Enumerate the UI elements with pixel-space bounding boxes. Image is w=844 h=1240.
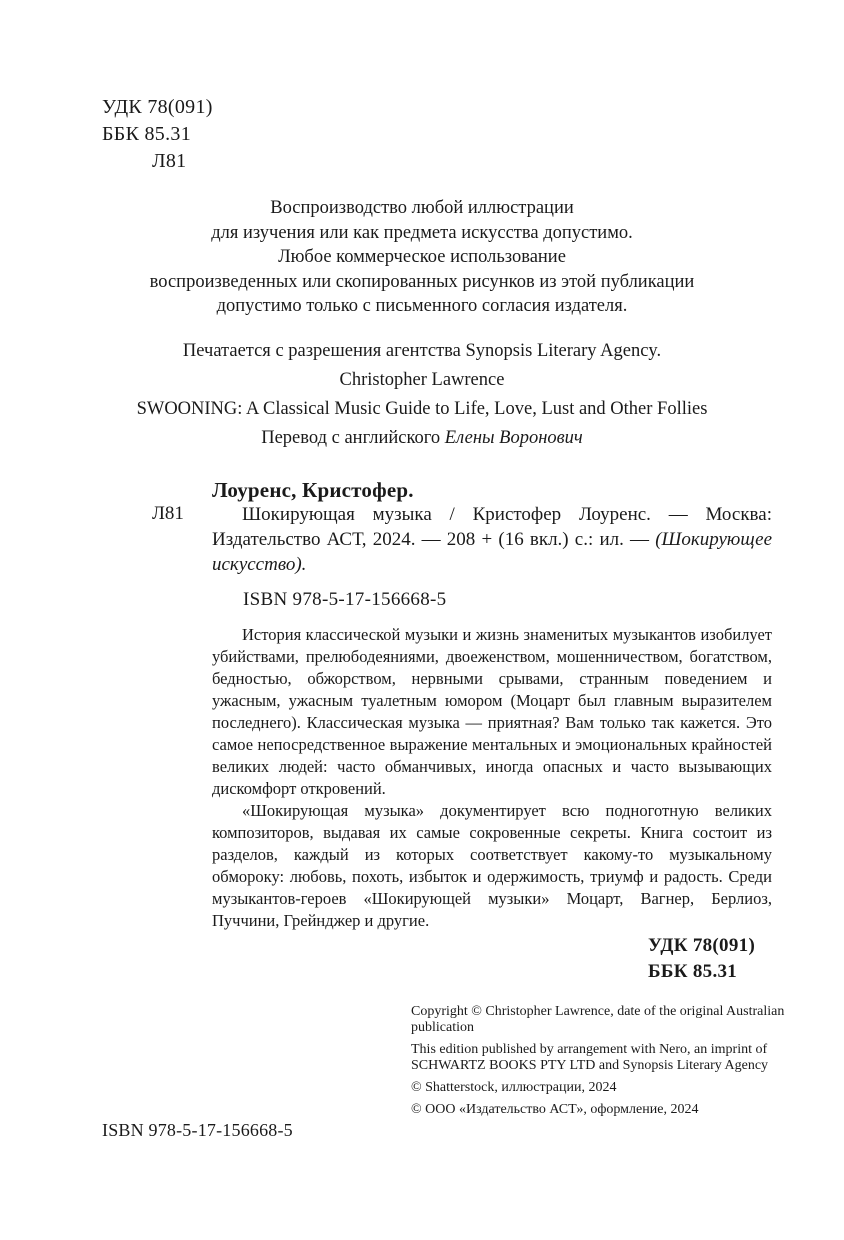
catalog-isbn: ISBN 978-5-17-156668-5 <box>243 589 447 610</box>
bbk-code-bottom: ББК 85.31 <box>648 961 738 982</box>
translation-line <box>60 424 784 453</box>
copyright-edition: This edition published by arrangement with Nero, an imprint of SCHWARTZ BOOKS PTY LTD and Synopsis Literary Agency <box>411 1042 769 1073</box>
classification-block <box>648 933 755 985</box>
udk-code: УДК 78(091) <box>102 96 213 118</box>
reproduction-notice <box>60 196 784 319</box>
notice-line: допустимо только с письменного согласия издателя. <box>216 296 628 316</box>
copyright-illustrations: © Shatterstock, иллюстрации, 2024 <box>411 1080 617 1095</box>
catalog-description <box>212 502 772 577</box>
annotation <box>212 624 772 932</box>
notice-line: для изучения или как предмета искусства допустимо. <box>211 222 633 243</box>
copyright-design: © ООО «Издательство АСТ», оформление, 2024 <box>411 1102 699 1117</box>
copyright-block <box>411 1004 791 1124</box>
notice-line: Воспроизводство любой иллюстрации <box>270 198 574 218</box>
author-english: Christopher Lawrence <box>339 370 505 390</box>
catalog-description-text: Шокирующая музыка / Кристофер Лоуренс. — Москва: Издательство АСТ, 2024. — 208 + (16 вкл.) с.: ил. — <box>212 504 772 550</box>
notice-line: воспроизведенных или скопированных рисунков из этой публикации <box>149 271 695 292</box>
notice-line: Любое коммерческое использование <box>278 247 566 267</box>
catalog-code: Л81 <box>152 503 184 524</box>
header-classification <box>102 94 213 175</box>
translation-prefix: Перевод с английского <box>261 428 441 448</box>
isbn-bottom: ISBN 978-5-17-156668-5 <box>102 1120 293 1140</box>
author-sign: Л81 <box>152 150 187 172</box>
credits-block <box>60 337 784 453</box>
permission-line: Печатается с разрешения агентства Synopsis Literary Agency. <box>182 341 662 361</box>
translator-name: Елены Воронович <box>444 428 583 448</box>
original-title: SWOONING: A Classical Music Guide to Life, Love, Lust and Other Follies <box>136 399 708 419</box>
annotation-paragraph: «Шокирующая музыка» документирует всю подноготную великих композиторов, выдавая их самые сокровенные секреты. Книга состоит из разделов, каждый из которых соответствует какому-то музыкальному обмороку: любовь, похоть, избыток и одержимость, триумф и радость. Среди музыкантов-героев «Шокирующей музыки» Моцарт, Вагнер, Берлиоз, Пуччини, Грейнджер и другие. <box>212 801 772 930</box>
copyright-original: Copyright © Christopher Lawrence, date of the original Australian publication <box>411 1004 785 1035</box>
udk-code-bottom: УДК 78(091) <box>648 935 756 956</box>
bbk-code: ББК 85.31 <box>102 123 192 145</box>
catalog-author: Лоуренс, Кристофер. <box>212 478 414 502</box>
catalog-series: (Шокирующее искусство). <box>212 529 773 575</box>
annotation-paragraph: История классической музыки и жизнь знаменитых музыкантов изобилует убийствами, прелюбодеяниями, двоеженством, мошенничеством, богатством, бедностью, обжорством, нервными срывами, странным поведением и ужасным, ужасным туалетным юмором (Моцарт был главным выразителем последнего). Классическая музыка — приятная? Вам только так кажется. Это самое непосредственное выражение ментальных и эмоциональных крайностей великих людей: часто обманчивых, иногда опасных и часто вызывающих дискомфорт откровений. <box>212 625 772 798</box>
